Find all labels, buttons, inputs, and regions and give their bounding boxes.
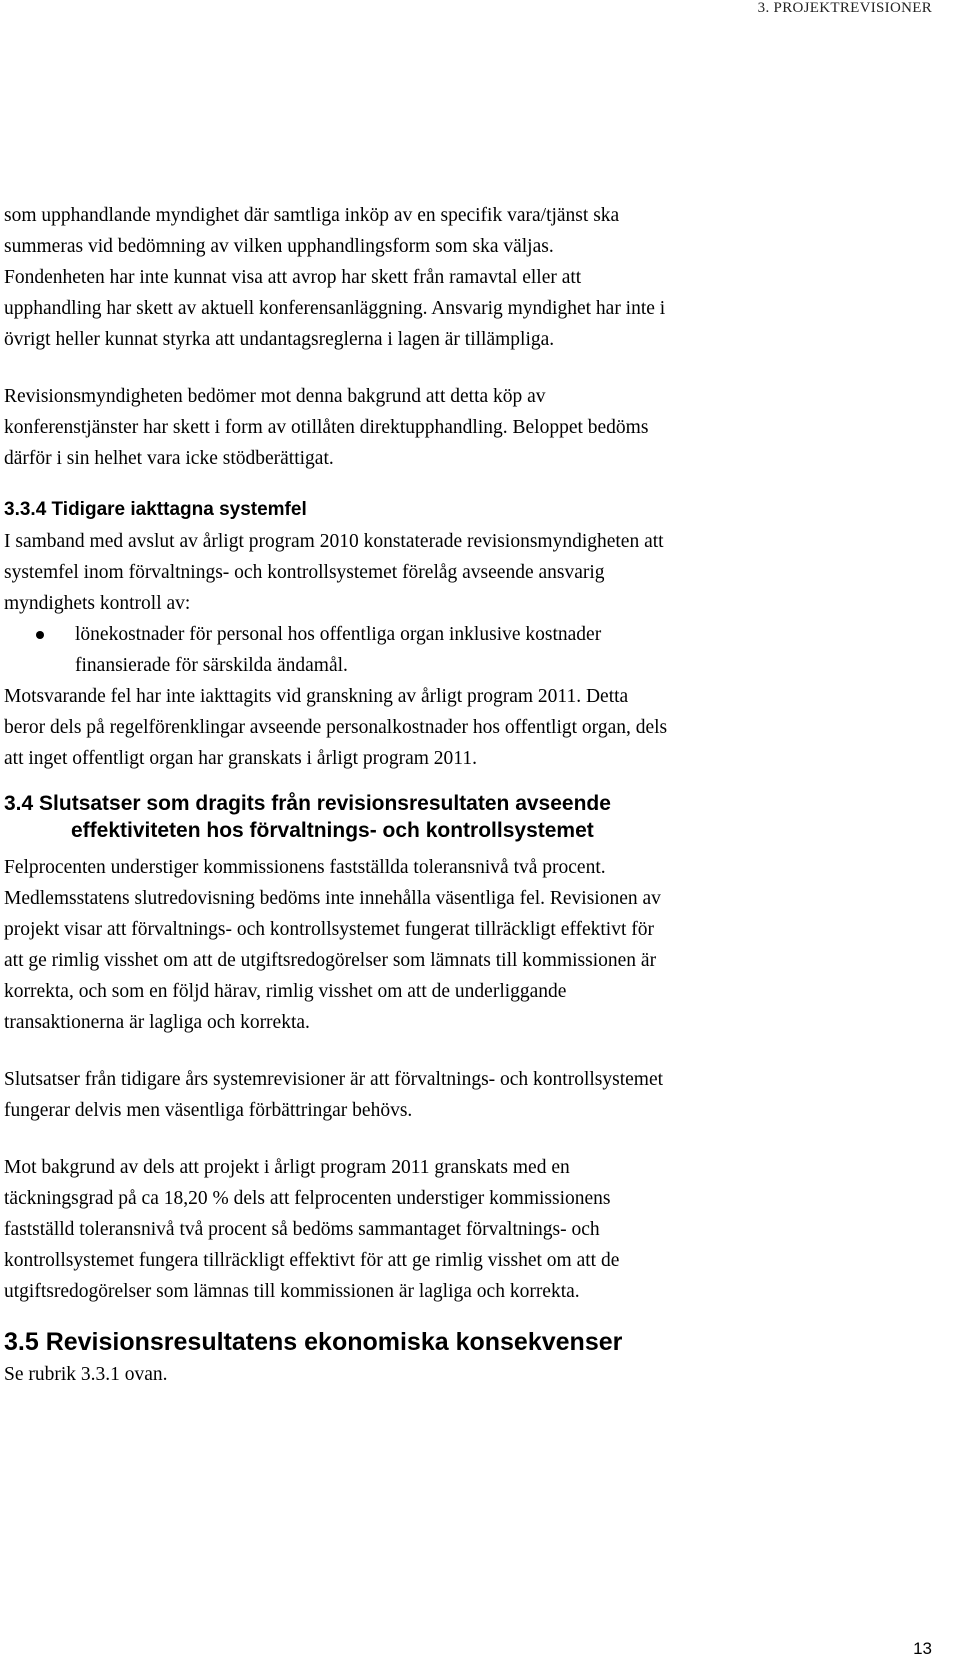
paragraph-see-heading: Se rubrik 3.3.1 ovan. [4,1364,168,1385]
text-line: upphandling har skett av aktuell konferensanläggning. Ansvarig myndighet har inte i [4,298,666,319]
text-line: fungerar delvis men väsentliga förbättringar behövs. [4,1100,413,1121]
text-line: Motsvarande fel har inte iakttagits vid granskning av årligt program 2011. Detta [4,686,629,707]
text-line: korrekta, och som en följd härav, rimlig visshet om att de underliggande [4,981,567,1002]
bullet-list [4,619,934,681]
text-line: projekt visar att förvaltnings- och kontrollsystemet fungerat tillräckligt effektivt för [4,919,655,940]
heading-line: 3.4 Slutsatser som dragits från revisionsresultaten avseende [4,792,611,815]
heading-3-3-4: 3.3.4 Tidigare iakttagna systemfel [4,499,307,520]
text-line: myndighets kontroll av: [4,593,191,614]
heading-3-5: 3.5 Revisionsresultatens ekonomiska konsekvenser [4,1328,623,1356]
paragraph-system-errors [4,526,934,619]
list-item-continuation [4,650,934,681]
heading-line: effektiviteten hos förvaltnings- och kontrollsystemet [71,819,594,842]
text-line: finansierade för särskilda ändamål. [75,655,348,676]
paragraph-procurement [4,200,934,355]
list-item [4,619,934,650]
text-line: kontrollsystemet fungera tillräckligt effektivt för att ge rimlig visshet om att de [4,1250,620,1271]
heading-3-4 [4,790,934,844]
text-line: Felprocenten understiger kommissionens fastställda toleransnivå två procent. [4,857,606,878]
text-line: täckningsgrad på ca 18,20 % dels att felprocenten understiger kommissionens [4,1188,611,1209]
paragraph-assessment [4,381,934,474]
text-line: systemfel inom förvaltnings- och kontrollsystemet förelåg avseende ansvarig [4,562,605,583]
text-line: transaktionerna är lagliga och korrekta. [4,1012,310,1033]
paragraph-corresponding-errors [4,681,934,774]
running-header: 3. PROJEKTREVISIONER [757,0,932,16]
text-line: beror dels på regelförenklingar avseende personalkostnader hos offentligt organ, dels [4,717,668,738]
text-line: I samband med avslut av årligt program 2010 konstaterade revisionsmyndigheten att [4,531,664,552]
bullet-icon [36,631,44,639]
text-line: Slutsatser från tidigare års systemrevisioner är att förvaltnings- och kontrollsystemet [4,1069,664,1090]
text-line: lönekostnader för personal hos offentliga organ inklusive kostnader [75,624,602,645]
text-line: Fondenheten har inte kunnat visa att avrop har skett från ramavtal eller att [4,267,582,288]
text-line: som upphandlande myndighet där samtliga inköp av en specifik vara/tjänst ska [4,205,620,226]
text-line: summeras vid bedömning av vilken upphandlingsform som ska väljas. [4,236,554,257]
text-line: Revisionsmyndigheten bedömer mot denna bakgrund att detta köp av [4,386,546,407]
page-number: 13 [913,1639,932,1658]
text-line: övrigt heller kunnat styrka att undantagsreglerna i lagen är tillämpliga. [4,329,555,350]
paragraph-overall-assessment [4,1152,934,1307]
document-body [4,200,934,1390]
paragraph-earlier-audits [4,1064,934,1126]
text-line: att inget offentligt organ har granskats i årligt program 2011. [4,748,477,769]
paragraph-conclusions [4,852,934,1038]
text-line: utgiftsredogörelser som lämnas till kommissionen är lagliga och korrekta. [4,1281,580,1302]
text-line: därför i sin helhet vara icke stödberättigat. [4,448,334,469]
text-line: Mot bakgrund av dels att projekt i årligt program 2011 granskats med en [4,1157,570,1178]
text-line: fastställd toleransnivå två procent så bedöms sammantaget förvaltnings- och [4,1219,600,1240]
text-line: konferenstjänster har skett i form av otillåten direktupphandling. Beloppet bedöms [4,417,649,438]
text-line: att ge rimlig visshet om att de utgiftsredogörelser som lämnats till kommissionen är [4,950,657,971]
text-line: Medlemsstatens slutredovisning bedöms inte innehålla väsentliga fel. Revisionen av [4,888,661,909]
